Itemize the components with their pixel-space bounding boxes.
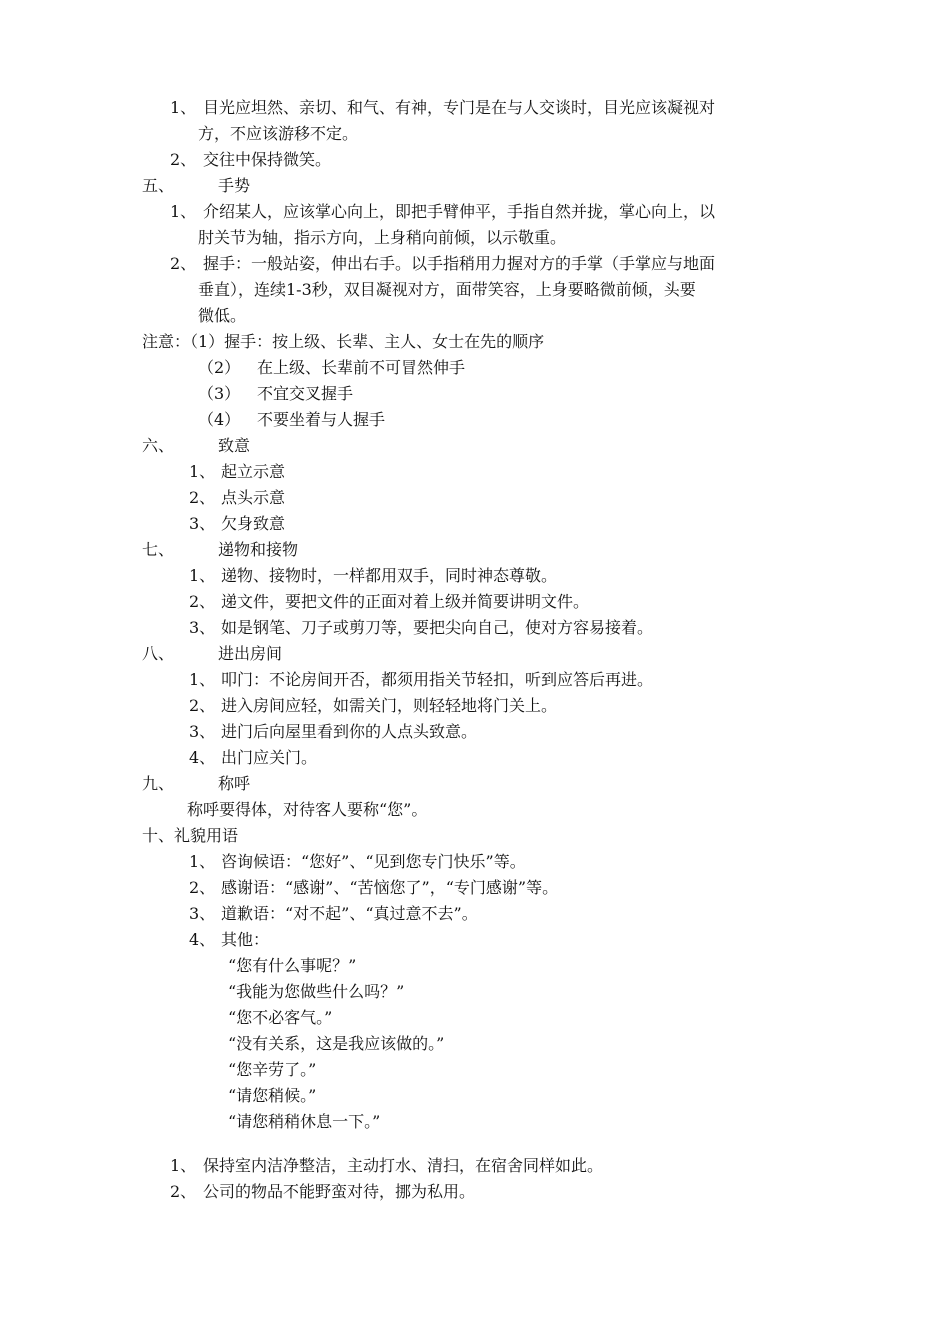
item-text: 目光应坦然、亲切、和气、有神，专门是在与人交谈时，目光应该凝视对 [203,98,716,117]
item-number: 1、 [170,202,197,221]
item-text: 介绍某人，应该掌心向上，即把手臂伸平，手指自然并拢，掌心向上，以 [203,202,716,221]
section-title: 递物和接物 [218,540,299,559]
section-heading [0,641,950,667]
item-number: 1、 [189,462,216,481]
phrase-text: “您辛劳了。” [228,1060,317,1079]
list-item [0,875,950,901]
section-heading [0,823,950,849]
list-item [0,693,950,719]
item-text: 其他： [221,930,270,949]
note-text: 注意：（1）握手：按上级、长辈、主人、女士在先的顺序 [142,332,545,351]
item-text: 微低。 [198,306,247,325]
item-number: 2、 [189,878,216,897]
item-text: 点头示意 [221,488,286,507]
list-item [0,901,950,927]
list-item [0,745,950,771]
note-item [0,407,950,433]
paragraph-text: 称呼要得体，对待客人要称“您”。 [187,800,428,819]
item-text: 进入房间应轻，如需关门，则轻轻地将门关上。 [221,696,558,715]
phrase-text: “您不必客气。” [228,1008,333,1027]
list-item [0,849,950,875]
item-number: 2、 [189,696,216,715]
list-item-continuation [0,303,950,329]
list-item [0,251,950,277]
item-number: （3） [198,384,241,403]
section-number: 五、 [142,176,175,195]
section-number: 九、 [142,774,175,793]
phrase-line [0,1031,950,1057]
note-item [0,355,950,381]
list-item [0,95,950,121]
item-text: 保持室内洁净整洁，主动打水、清扫，在宿舍同样如此。 [203,1156,604,1175]
section-title: 称呼 [218,774,251,793]
section-number: 八、 [142,644,175,663]
item-text: 握手：一般站姿，伸出右手。以手指稍用力握对方的手掌（手掌应与地面 [203,254,716,273]
section-title: 十、礼貌用语 [142,826,239,845]
note-item [0,381,950,407]
list-item [0,667,950,693]
item-text: 递物、接物时，一样都用双手，同时神态尊敬。 [221,566,558,585]
item-number: 3、 [189,618,216,637]
list-item [0,485,950,511]
item-text: 欠身致意 [221,514,286,533]
item-text: 肘关节为轴，指示方向，上身稍向前倾，以示敬重。 [198,228,567,247]
list-item [0,1179,950,1205]
item-number: 1、 [170,1156,197,1175]
item-text: 起立示意 [221,462,286,481]
list-item-continuation [0,225,950,251]
item-number: 4、 [189,930,216,949]
list-item [0,459,950,485]
phrase-text: “请您稍候。” [228,1086,317,1105]
phrase-line [0,953,950,979]
item-text: 垂直），连续1-3秒，双目凝视对方，面带笑容，上身要略微前倾，头要 [198,280,696,299]
phrase-line [0,1005,950,1031]
item-number: 1、 [189,670,216,689]
item-text: 公司的物品不能野蛮对待，挪为私用。 [203,1182,476,1201]
list-item-continuation [0,121,950,147]
item-text: 道歉语：“对不起”、“真过意不去”。 [221,904,478,923]
list-item [0,927,950,953]
item-number: （2） [198,358,241,377]
list-item [0,719,950,745]
item-text: 不要坐着与人握手 [257,410,386,429]
section-number: 七、 [142,540,175,559]
paragraph [0,797,950,823]
note-line [0,329,950,355]
section-number: 六、 [142,436,175,455]
list-item [0,1153,950,1179]
item-number: 3、 [189,514,216,533]
item-number: 1、 [170,98,197,117]
item-number: 2、 [170,1182,197,1201]
phrase-line [0,1057,950,1083]
phrase-line [0,1109,950,1135]
item-text: 进门后向屋里看到你的人点头致意。 [221,722,478,741]
item-text: 咨询候语：“您好”、“见到您专门快乐”等。 [221,852,526,871]
list-item [0,589,950,615]
list-item [0,563,950,589]
item-number: 2、 [189,592,216,611]
item-number: 3、 [189,722,216,741]
section-title: 手势 [218,176,251,195]
item-text: 在上级、长辈前不可冒然伸手 [257,358,466,377]
item-number: 2、 [189,488,216,507]
item-number: 3、 [189,904,216,923]
list-item [0,615,950,641]
section-title: 致意 [218,436,251,455]
item-number: 1、 [189,566,216,585]
item-number: （4） [198,410,241,429]
phrase-line [0,979,950,1005]
item-number: 4、 [189,748,216,767]
item-text: 递文件，要把文件的正面对着上级并简要讲明文件。 [221,592,590,611]
list-item [0,511,950,537]
item-text: 感谢语：“感谢”、“苦恼您了”，“专门感谢”等。 [221,878,559,897]
item-text: 如是钢笔、刀子或剪刀等，要把尖向自己，使对方容易接着。 [221,618,654,637]
item-number: 1、 [189,852,216,871]
section-heading [0,771,950,797]
phrase-text: “没有关系，这是我应该做的。” [228,1034,445,1053]
item-text: 交往中保持微笑。 [203,150,332,169]
item-number: 2、 [170,254,197,273]
phrase-line [0,1083,950,1109]
section-title: 进出房间 [218,644,283,663]
section-heading [0,173,950,199]
phrase-text: “请您稍稍休息一下。” [228,1112,381,1131]
phrase-text: “我能为您做些什么吗？” [228,982,405,1001]
section-heading [0,433,950,459]
list-item [0,147,950,173]
phrase-text: “您有什么事呢？” [228,956,357,975]
item-text: 方，不应该游移不定。 [198,124,359,143]
list-item-continuation [0,277,950,303]
item-text: 不宜交叉握手 [257,384,354,403]
item-text: 叩门：不论房间开否，都须用指关节轻扣，听到应答后再进。 [221,670,654,689]
item-number: 2、 [170,150,197,169]
list-item [0,199,950,225]
item-text: 出门应关门。 [221,748,318,767]
section-heading [0,537,950,563]
